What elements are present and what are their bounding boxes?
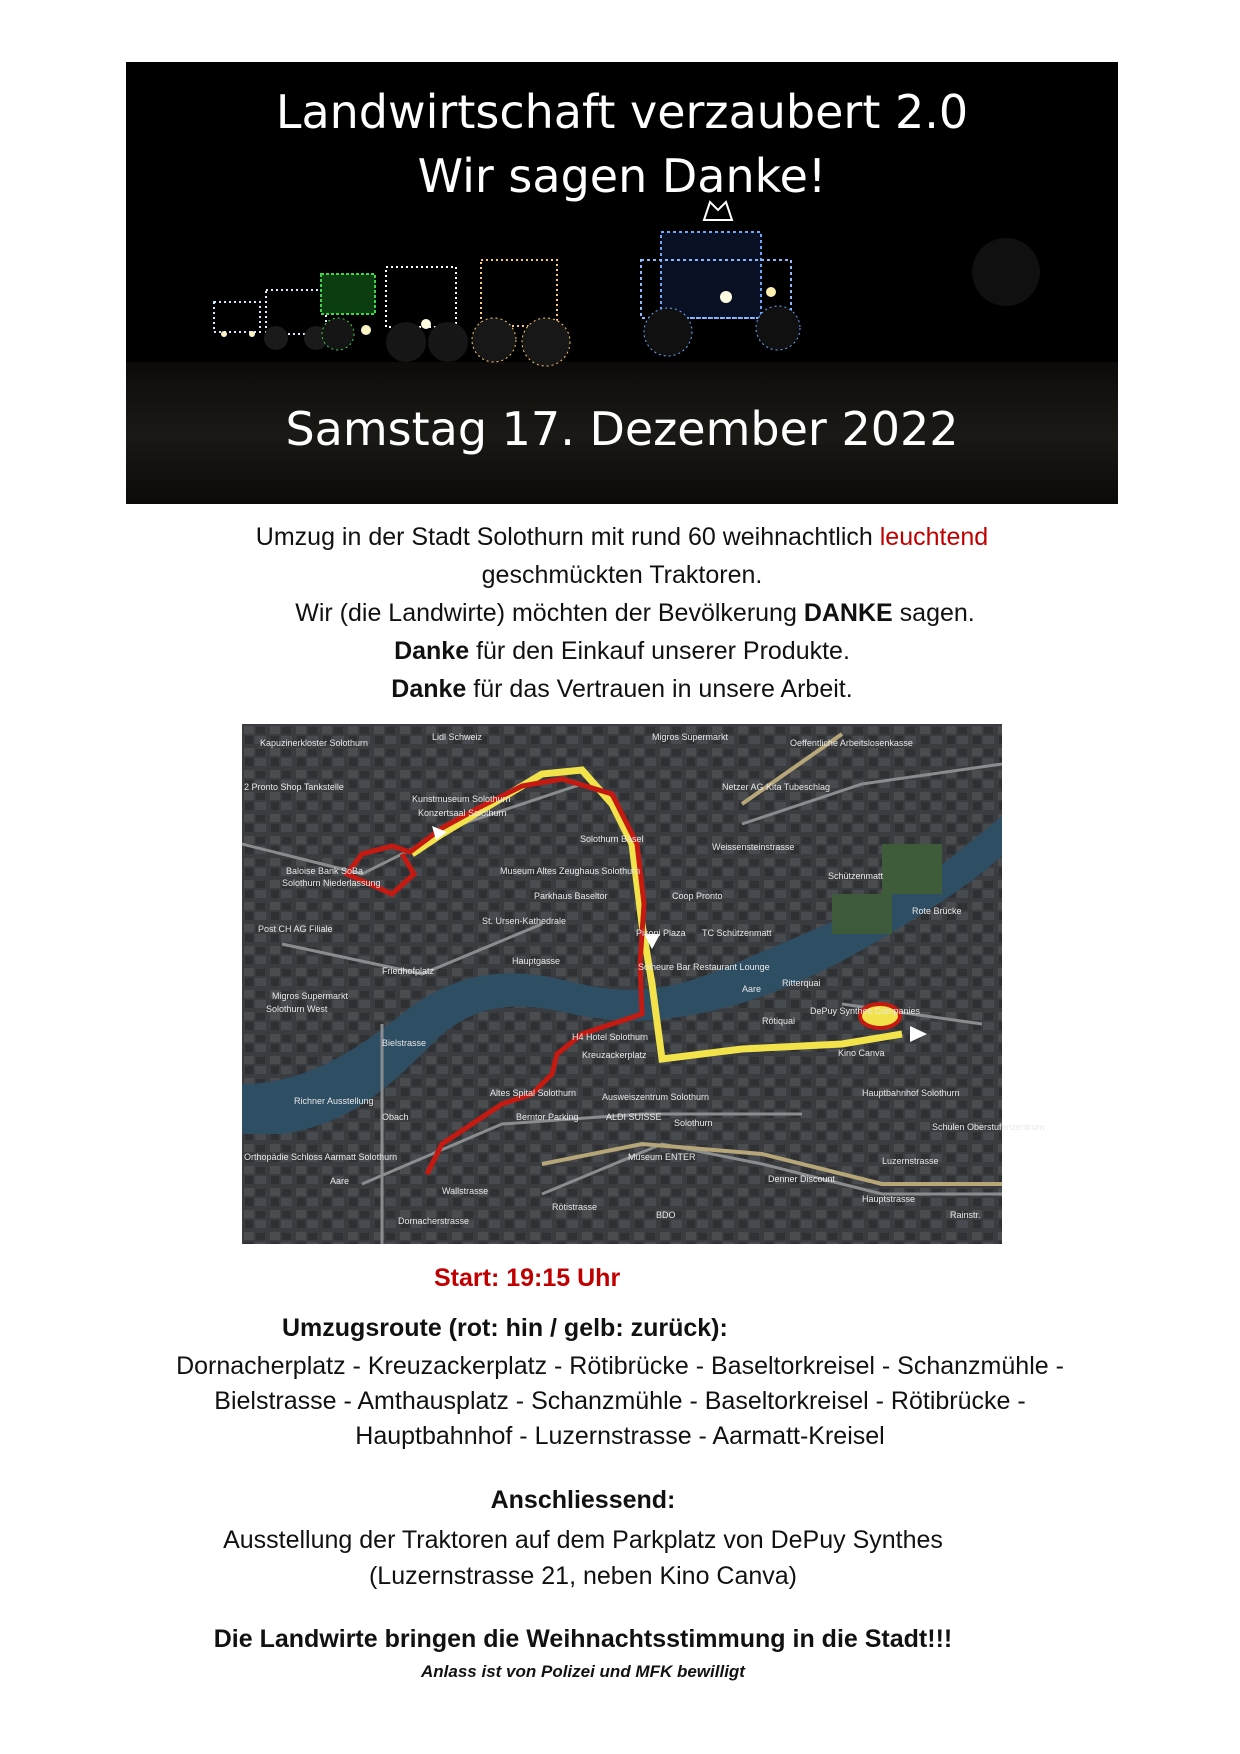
map-label: Hauptbahnhof Solothurn <box>862 1088 960 1098</box>
map-label: Parkhaus Baseltor <box>534 891 608 901</box>
intro-line-1 <box>126 518 1118 556</box>
map-label: Rötiquai <box>762 1016 796 1026</box>
tractor-orange-lights <box>472 260 570 366</box>
map-label: BDO <box>656 1210 676 1220</box>
map-label: DePuy Synthes Companies <box>810 1006 921 1016</box>
map-label: Luzernstrasse <box>882 1156 939 1166</box>
route-description <box>60 1349 1180 1454</box>
map-label: Ritterquai <box>782 978 821 988</box>
map-label: Schulen Oberstufenzentrum <box>932 1122 1045 1132</box>
map-label: Weissensteinstrasse <box>712 842 795 852</box>
map-label: Solothurn <box>674 1118 713 1128</box>
map-label: Obach <box>382 1112 409 1122</box>
tractor-white-lights <box>386 267 468 362</box>
map-label: Solheure Bar Restaurant Lounge <box>638 962 770 972</box>
route-line-1: Dornacherplatz - Kreuzackerplatz - Rötibrücke - Baseltorkreisel - Schanzmühle - <box>176 1352 1064 1380</box>
map-label: Solothurn West <box>266 1004 328 1014</box>
intro-line5-text: für das Vertrauen in unsere Arbeit. <box>466 675 853 703</box>
map-label: Solothurn Niederlassung <box>282 878 381 888</box>
banner-title <box>126 80 1118 208</box>
map-label: Altes Spital Solothurn <box>490 1088 577 1098</box>
afterwards-line-1: Ausstellung der Traktoren auf dem Parkplatz von DePuy Synthes <box>223 1526 943 1554</box>
banner-title-line1: Landwirtschaft verzaubert 2.0 <box>275 85 969 139</box>
map-label: Kino Canva <box>838 1048 885 1058</box>
route-line-3: Hauptbahnhof - Luzernstrasse - Aarmatt-Kreisel <box>355 1422 885 1450</box>
map-label: Kunstmuseum Solothurn <box>412 794 511 804</box>
intro-line-5 <box>126 670 1118 708</box>
map-label: Migros Supermarkt <box>652 732 729 742</box>
map-label: Denner Discount <box>768 1174 836 1184</box>
map-label: Bielstrasse <box>382 1038 427 1048</box>
intro-line1-text: Umzug in der Stadt Solothurn mit rund 60 weihnachtlich <box>255 523 880 551</box>
intro-line-2: geschmückten Traktoren. <box>481 561 763 589</box>
permit-note: Anlass ist von Polizei und MFK bewilligt <box>421 1662 745 1681</box>
banner-title-line2: Wir sagen Danke! <box>417 149 827 203</box>
map-label: Richner Ausstellung <box>294 1096 374 1106</box>
map-label: Hauptgasse <box>512 956 561 966</box>
intro-highlight-word: leuchtend <box>879 523 989 551</box>
afterwards-description <box>0 1522 1166 1594</box>
map-label: Coop Pronto <box>672 891 723 901</box>
map-label: Oeffentliche Arbeitslosenkasse <box>790 738 913 748</box>
map-label: Baloise Bank SoBa <box>286 866 364 876</box>
intro-line-4 <box>126 632 1118 670</box>
intro-line-3 <box>126 594 1118 632</box>
closing-slogan: Die Landwirte bringen die Weihnachtsstimmung in die Stadt!!! <box>213 1625 953 1653</box>
route-map <box>242 724 1045 1244</box>
map-label: Dornacherstrasse <box>398 1216 470 1226</box>
intro-line4-bold: Danke <box>394 637 470 665</box>
map-label: Museum ENTER <box>628 1152 696 1162</box>
map-label: Berntor Parking <box>516 1112 579 1122</box>
intro-line3-end: sagen. <box>892 599 975 627</box>
map-label: Museum Altes Zeughaus Solothurn <box>500 866 641 876</box>
map-label: Rötistrasse <box>552 1202 598 1212</box>
map-label: Rainstr. <box>950 1210 981 1220</box>
map-label: Kapuzinerkloster Solothurn <box>260 738 369 748</box>
route-title: Umzugsroute (rot: hin / gelb: zurück): <box>282 1314 728 1342</box>
intro-text <box>126 518 1118 708</box>
park-area <box>832 894 892 934</box>
map-label: Ausweiszentrum Solothurn <box>602 1092 710 1102</box>
map-label: H4 Hotel Solothurn <box>572 1032 649 1042</box>
map-label: St. Ursen-Kathedrale <box>482 916 567 926</box>
map-label: Friedhofplatz <box>382 966 435 976</box>
afterwards-title: Anschliessend: <box>490 1486 676 1514</box>
map-label: Konzertsaal Solothurn <box>418 808 507 818</box>
map-label: TC Schützenmatt <box>702 928 772 938</box>
map-label: Pisoni Plaza <box>636 928 686 938</box>
map-label: Kreuzackerplatz <box>582 1050 647 1060</box>
start-time: Start: 19:15 Uhr <box>434 1264 621 1292</box>
park-area <box>882 844 942 894</box>
route-map-svg <box>242 724 1045 1244</box>
afterwards-line-2: (Luzernstrasse 21, neben Kino Canva) <box>368 1562 798 1590</box>
map-label: Orthopädie Schloss Aarmatt Solothurn <box>244 1152 398 1162</box>
banner-date: Samstag 17. Dezember 2022 <box>285 402 959 456</box>
route-line-2: Bielstrasse - Amthausplatz - Schanzmühle - Baseltorkreisel - Rötibrücke - <box>214 1387 1026 1415</box>
event-banner <box>126 62 1118 504</box>
map-label: ALDI SUISSE <box>606 1112 662 1122</box>
map-label: Solothurn Basel <box>580 834 644 844</box>
map-label: Hauptstrasse <box>862 1194 916 1204</box>
tractor-green <box>321 274 375 350</box>
tractor-blue-lights <box>641 202 800 356</box>
map-label: Aare <box>742 984 762 994</box>
map-label: Aare <box>330 1176 350 1186</box>
map-label: 2 Pronto Shop Tankstelle <box>244 782 344 792</box>
map-label: Rote Brücke <box>912 906 962 916</box>
tree-silhouette <box>972 238 1040 306</box>
intro-line5-bold: Danke <box>391 675 467 703</box>
map-label: Post CH AG Filiale <box>258 924 333 934</box>
intro-line3-text: Wir (die Landwirte) möchten der Bevölkerung <box>295 599 804 627</box>
tractor-far-left <box>214 302 260 337</box>
map-label: Schützenmatt <box>828 871 884 881</box>
map-label: Netzer AG Kita Tubeschlag <box>722 782 831 792</box>
intro-line4-text: für den Einkauf unserer Produkte. <box>469 637 850 665</box>
map-label: Migros Supermarkt <box>272 991 349 1001</box>
intro-danke-bold: DANKE <box>803 599 893 627</box>
tractor-second <box>264 290 328 350</box>
map-label: Lidl Schweiz <box>432 732 483 742</box>
map-label: Wallstrasse <box>442 1186 489 1196</box>
